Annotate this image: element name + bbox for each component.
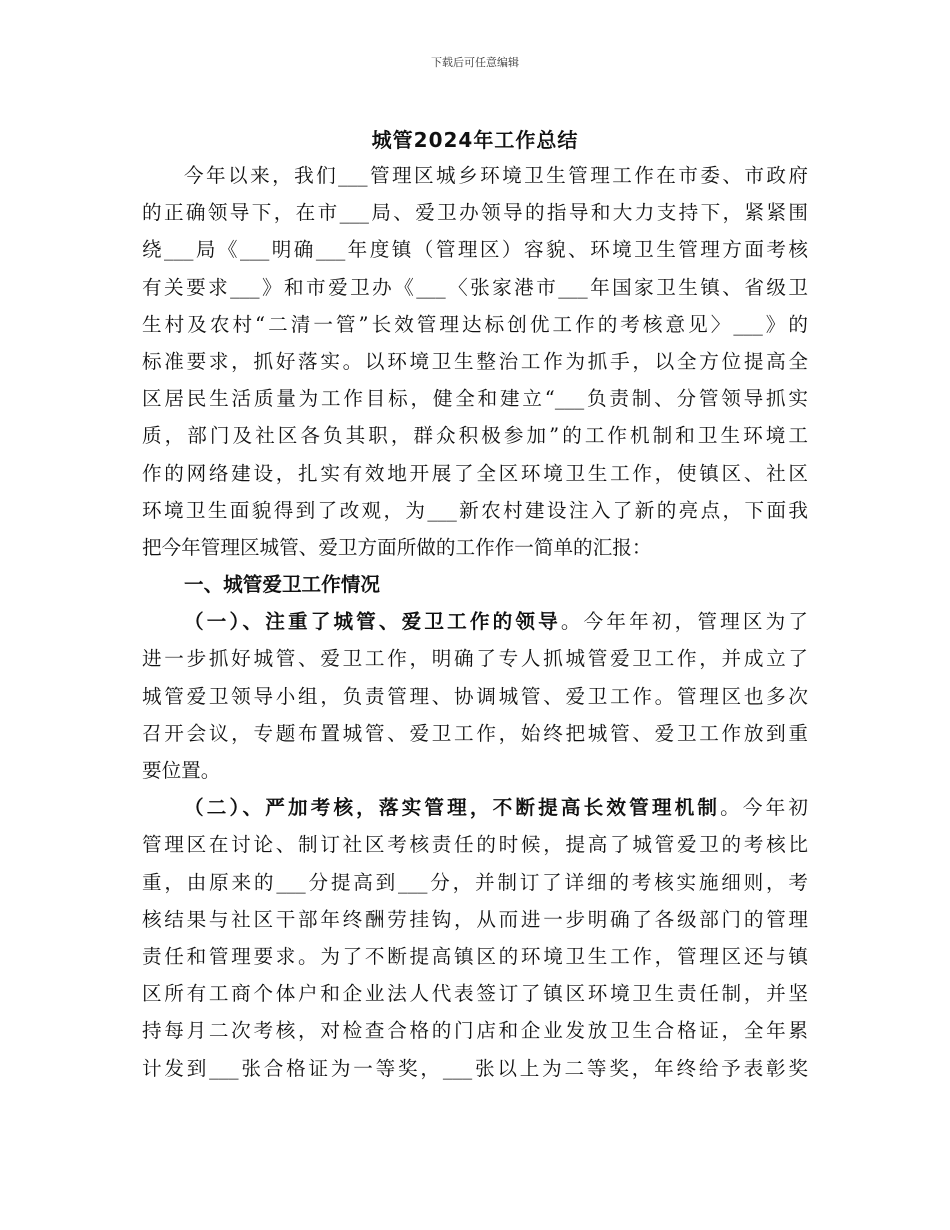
body-line: 城管爱卫领导小组，负责管理、协调城管、爱卫工作。管理区也多次 (142, 684, 808, 708)
subheading: （一）、注重了城管、爱卫工作的领导 (184, 610, 561, 634)
subheading: （二）、严加考核，落实管理，不断提高长效管理机制 (184, 796, 721, 820)
body-text: 。今年年初，管理区为了 (560, 610, 808, 634)
body-line: 生村及农村“二清一管”长效管理达标创优工作的考核意见〉___》的 (142, 312, 808, 336)
body-line: 重，由原来的___分提高到___分，并制订了详细的考核实施细则，考 (142, 870, 808, 894)
body-line: 把今年管理区城管、爱卫方面所做的工作作一简单的汇报： (142, 535, 652, 559)
body-line: 今年以来，我们___管理区城乡环境卫生管理工作在市委、市政府 (184, 164, 808, 187)
body-line: 质，部门及社区各负其职，群众积极参加”的工作机制和卫生环境工 (142, 424, 808, 448)
document-body (142, 157, 808, 1087)
body-line: 核结果与社区干部年终酬劳挂钩，从而进一步明确了各级部门的管理 (142, 907, 808, 931)
body-line: 有关要求___》和市爱卫办《___〈张家港市___年国家卫生镇、省级卫 (142, 275, 808, 299)
paragraph-first-line (142, 603, 808, 640)
section-heading: 一、城管爱卫工作情况 (184, 573, 380, 597)
body-line: 召开会议，专题布置城管、爱卫工作，始终把城管、爱卫工作放到重 (142, 721, 808, 745)
body-line: 区所有工商个体户和企业法人代表签订了镇区环境卫生责任制，并坚 (142, 982, 808, 1006)
body-line: 责任和管理要求。为了不断提高镇区的环境卫生工作，管理区还与镇 (142, 944, 808, 968)
body-line: 的正确领导下，在市___局、爱卫办领导的指导和大力支持下，紧紧围 (142, 201, 808, 225)
body-line: 环境卫生面貌得到了改观，为___新农村建设注入了新的亮点，下面我 (142, 498, 808, 522)
header-note: 下载后可任意编辑 (431, 56, 519, 69)
body-text: 。今年初 (720, 796, 809, 820)
body-line: 计发到___张合格证为一等奖，___张以上为二等奖，年终给予表彰奖 (142, 1056, 808, 1080)
body-line: 区居民生活质量为工作目标，健全和建立“___负责制、分管领导抓实 (142, 387, 808, 411)
body-line: 作的网络建设，扎实有效地开展了全区环境卫生工作，使镇区、社区 (142, 461, 808, 485)
body-line: 管理区在讨论、制订社区考核责任的时候，提高了城管爱卫的考核比 (142, 833, 808, 857)
body-line: 进一步抓好城管、爱卫工作，明确了专人抓城管爱卫工作，并成立了 (142, 647, 808, 671)
body-line: 要位置。 (142, 759, 221, 782)
paragraph-first-line (142, 789, 808, 826)
body-line: 标准要求，抓好落实。以环境卫生整治工作为抓手，以全方位提高全 (142, 349, 808, 373)
document-title: 城管2024年工作总结 (371, 128, 579, 152)
body-line: 持每月二次考核，对检查合格的门店和企业发放卫生合格证，全年累 (142, 1019, 808, 1043)
body-line: 绕___局《___明确___年度镇（管理区）容貌、环境卫生管理方面考核 (142, 238, 808, 262)
